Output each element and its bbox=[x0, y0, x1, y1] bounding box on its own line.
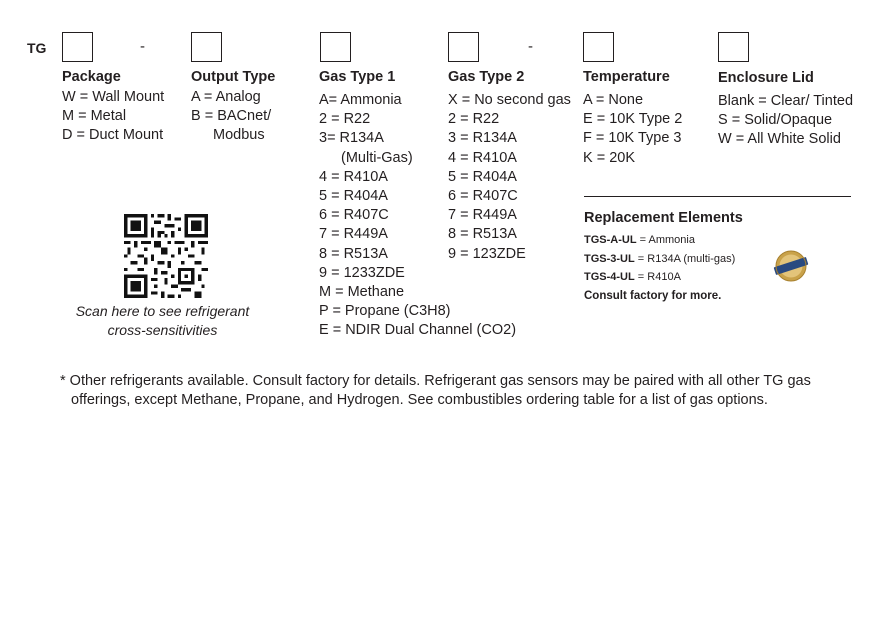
option: M = Methane bbox=[319, 284, 405, 301]
replacement-desc: = R410A bbox=[637, 271, 681, 284]
option: W = All White Solid bbox=[718, 131, 841, 148]
qr-caption bbox=[50, 302, 275, 340]
qr-caption-line: Scan here to see refrigerant bbox=[75, 303, 250, 319]
option: A = None bbox=[583, 92, 644, 108]
option: 6 = R407C bbox=[448, 188, 518, 205]
option: 2 = R22 bbox=[448, 111, 500, 128]
gas-type-2-box bbox=[448, 32, 479, 62]
replacement-item bbox=[584, 268, 774, 287]
option: 3= R134A bbox=[319, 130, 384, 147]
temperature-column bbox=[583, 68, 682, 168]
gas-type-1-box bbox=[320, 32, 351, 62]
column-title: Gas Type 1 bbox=[319, 69, 396, 85]
option: A= Ammonia bbox=[319, 92, 402, 108]
option: E = 10K Type 2 bbox=[583, 111, 683, 128]
option: Blank = Clear/ Tinted bbox=[718, 93, 854, 109]
warranty-badge-icon bbox=[773, 250, 809, 282]
replacement-desc: = R134A (multi-gas) bbox=[637, 252, 736, 265]
replacement-elements bbox=[584, 210, 774, 305]
footnote-line: offerings, except Methane, Propane, and Hydrogen. See combustibles ordering table for a list of gas options. bbox=[71, 392, 768, 409]
option: 8 = R513A bbox=[448, 226, 517, 243]
footnote bbox=[60, 372, 840, 410]
option: W = Wall Mount bbox=[62, 89, 165, 105]
option: 2 = R22 bbox=[319, 111, 371, 128]
option: 4 = R410A bbox=[319, 168, 388, 185]
qr-code-icon[interactable] bbox=[124, 214, 208, 298]
package-column bbox=[62, 68, 164, 146]
column-title: Gas Type 2 bbox=[448, 69, 525, 85]
enclosure-lid-column bbox=[718, 69, 853, 150]
replacement-code: TGS-4-UL bbox=[584, 271, 635, 284]
column-title: Package bbox=[62, 69, 121, 85]
temperature-box bbox=[583, 32, 614, 62]
separator-dash: - bbox=[528, 38, 533, 55]
separator-dash: - bbox=[140, 38, 145, 55]
enclosure-lid-box bbox=[718, 32, 749, 62]
column-title: Enclosure Lid bbox=[718, 70, 814, 86]
replacement-code: TGS-A-UL bbox=[584, 234, 637, 246]
option: D = Duct Mount bbox=[62, 127, 164, 144]
gas-type-2-column bbox=[448, 68, 571, 264]
option: 4 = R410A bbox=[448, 149, 517, 166]
option: P = Propane (C3H8) bbox=[319, 303, 451, 320]
output-type-column bbox=[191, 68, 275, 146]
option: 3 = R134A bbox=[448, 130, 517, 147]
option: 9 = 1233ZDE bbox=[319, 264, 405, 281]
option: X = No second gas bbox=[448, 92, 571, 108]
option: 7 = R449A bbox=[319, 226, 388, 243]
option: F = 10K Type 3 bbox=[583, 130, 682, 147]
option: B = BACnet/ bbox=[191, 108, 272, 125]
option: 8 = R513A bbox=[319, 245, 388, 262]
option: M = Metal bbox=[62, 108, 127, 125]
replacement-title: Replacement Elements bbox=[584, 210, 743, 226]
replacement-item bbox=[584, 250, 774, 269]
option: 9 = 123ZDE bbox=[448, 245, 526, 262]
option: 7 = R449A bbox=[448, 207, 517, 224]
package-box bbox=[62, 32, 93, 62]
option: Modbus bbox=[213, 127, 265, 144]
replacement-item bbox=[584, 231, 774, 250]
footnote-line: * Other refrigerants available. Consult factory for details. Refrigerant gas sensors may be paired with all other TG gas bbox=[60, 373, 811, 389]
model-prefix: TG bbox=[27, 40, 47, 56]
section-divider bbox=[584, 196, 851, 197]
column-title: Output Type bbox=[191, 69, 276, 85]
option: 5 = R404A bbox=[448, 168, 517, 185]
qr-caption-line: cross-sensitivities bbox=[107, 322, 218, 339]
column-title: Temperature bbox=[583, 69, 670, 85]
output-type-box bbox=[191, 32, 222, 62]
replacement-note: Consult factory for more. bbox=[584, 289, 722, 302]
option: A = Analog bbox=[191, 89, 261, 105]
option: 5 = R404A bbox=[319, 188, 388, 205]
option: (Multi-Gas) bbox=[341, 149, 413, 166]
option: S = Solid/Opaque bbox=[718, 112, 833, 129]
replacement-desc: = Ammonia bbox=[639, 234, 695, 246]
option: 6 = R407C bbox=[319, 207, 389, 224]
replacement-code: TGS-3-UL bbox=[584, 252, 635, 265]
option: K = 20K bbox=[583, 149, 635, 166]
option: E = NDIR Dual Channel (CO2) bbox=[319, 322, 517, 339]
